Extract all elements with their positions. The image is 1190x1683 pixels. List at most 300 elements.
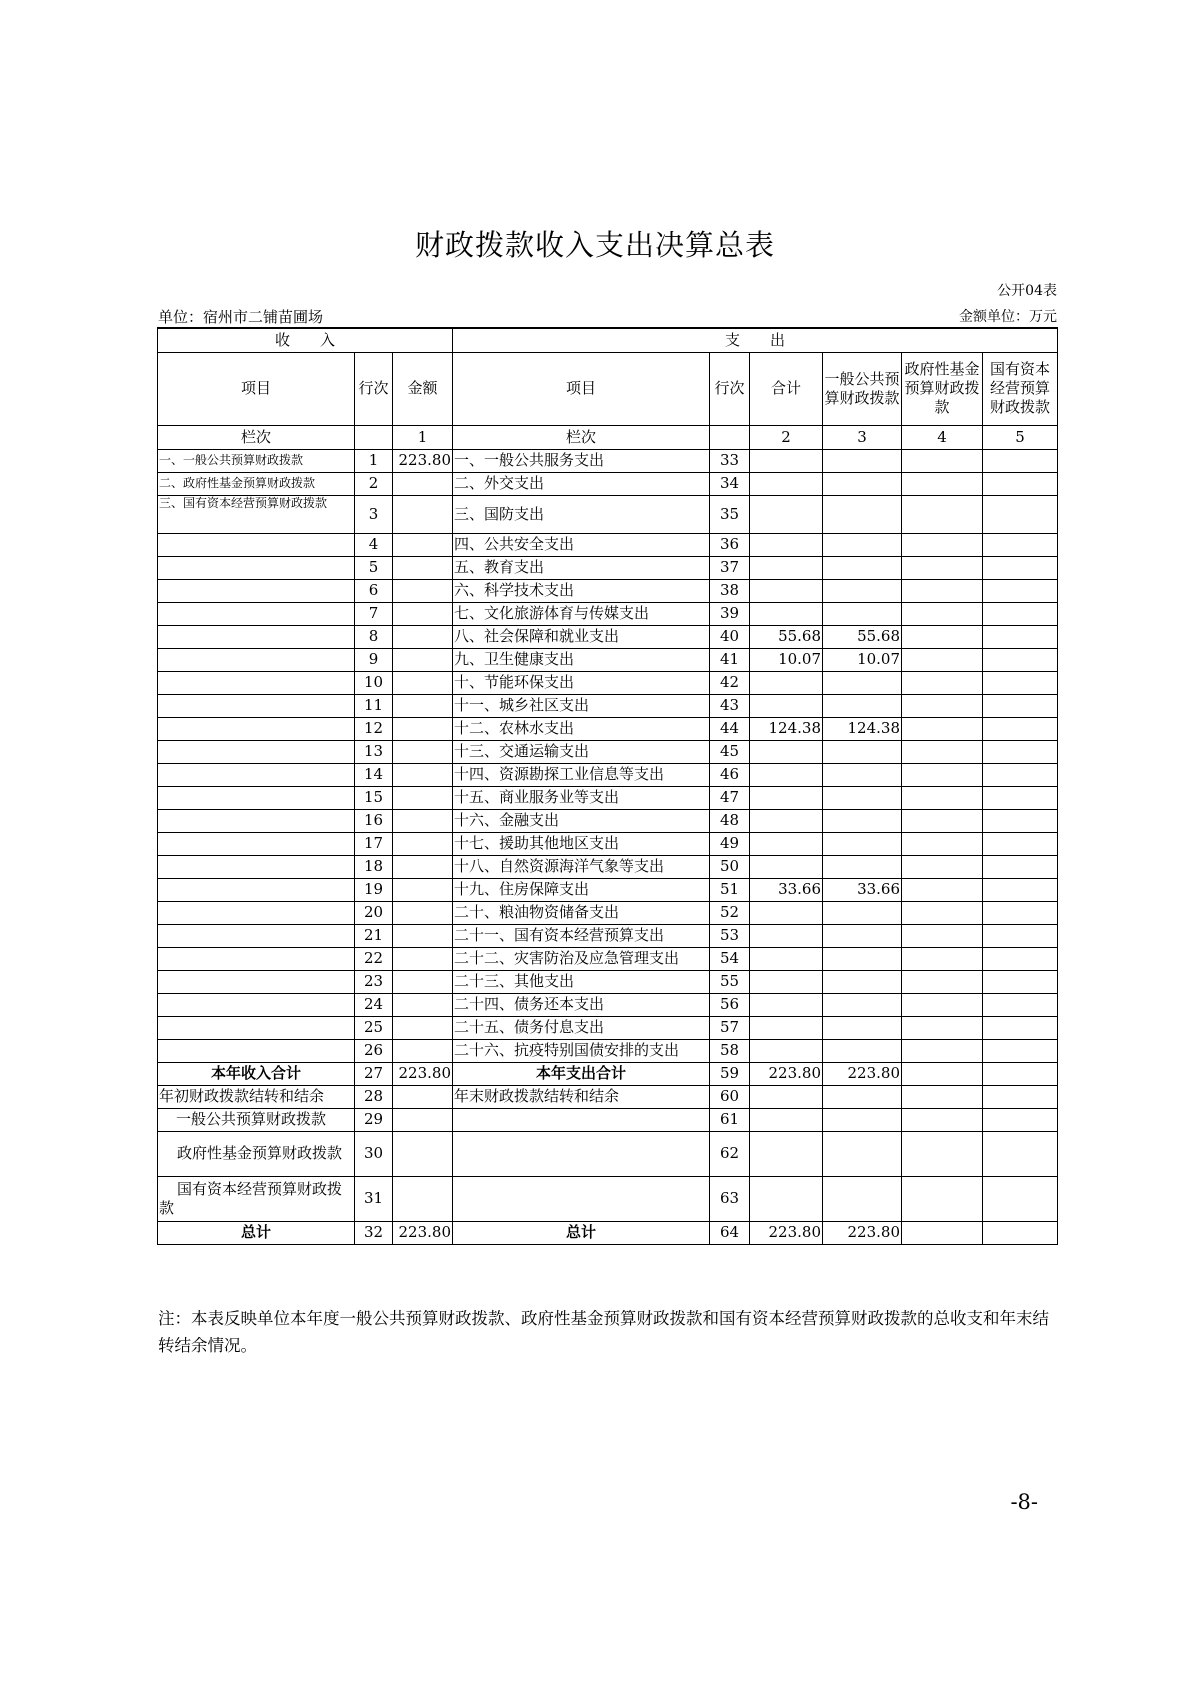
total-cell bbox=[750, 1131, 823, 1176]
state-capital-cell bbox=[983, 472, 1058, 495]
total-cell: 55.68 bbox=[750, 625, 823, 648]
general-budget-cell bbox=[823, 602, 902, 625]
income-item-cell bbox=[158, 556, 355, 579]
state-capital-cell bbox=[983, 449, 1058, 472]
table-row bbox=[158, 1085, 1058, 1108]
empty-cell bbox=[710, 425, 750, 449]
income-amount-cell bbox=[393, 671, 453, 694]
expense-item-cell: 十、节能环保支出 bbox=[453, 671, 710, 694]
income-line-cell: 24 bbox=[355, 993, 393, 1016]
total-cell: 223.80 bbox=[750, 1062, 823, 1085]
table-row bbox=[158, 717, 1058, 740]
income-amount-cell bbox=[393, 993, 453, 1016]
state-capital-header: 国有资本经营预算财政拨款 bbox=[983, 352, 1058, 425]
general-budget-cell bbox=[823, 671, 902, 694]
income-item-cell bbox=[158, 970, 355, 993]
fund-budget-cell bbox=[902, 1108, 983, 1131]
section-header-row bbox=[158, 328, 1058, 352]
state-capital-cell bbox=[983, 763, 1058, 786]
expense-item-cell: 一、一般公共服务支出 bbox=[453, 449, 710, 472]
fund-budget-cell bbox=[902, 1085, 983, 1108]
state-capital-cell bbox=[983, 1131, 1058, 1176]
table-row bbox=[158, 786, 1058, 809]
total-cell bbox=[750, 694, 823, 717]
income-item-cell bbox=[158, 579, 355, 602]
income-item-cell bbox=[158, 855, 355, 878]
expense-item-cell: 十一、城乡社区支出 bbox=[453, 694, 710, 717]
general-budget-cell bbox=[823, 1016, 902, 1039]
col-number-4: 4 bbox=[902, 425, 983, 449]
table-row bbox=[158, 1176, 1058, 1221]
general-budget-cell: 10.07 bbox=[823, 648, 902, 671]
income-amount-header: 金额 bbox=[393, 352, 453, 425]
state-capital-cell bbox=[983, 579, 1058, 602]
table-row bbox=[158, 740, 1058, 763]
expense-line-cell: 34 bbox=[710, 472, 750, 495]
expense-line-cell: 64 bbox=[710, 1221, 750, 1244]
income-item-cell bbox=[158, 786, 355, 809]
total-cell bbox=[750, 1108, 823, 1131]
total-cell bbox=[750, 832, 823, 855]
income-amount-cell bbox=[393, 533, 453, 556]
table-row bbox=[158, 1108, 1058, 1131]
expense-item-cell: 年末财政拨款结转和结余 bbox=[453, 1085, 710, 1108]
general-budget-cell bbox=[823, 533, 902, 556]
income-line-cell: 25 bbox=[355, 1016, 393, 1039]
total-cell bbox=[750, 556, 823, 579]
total-cell bbox=[750, 1016, 823, 1039]
total-cell bbox=[750, 449, 823, 472]
income-amount-cell bbox=[393, 1108, 453, 1131]
fund-budget-cell bbox=[902, 832, 983, 855]
expense-line-cell: 43 bbox=[710, 694, 750, 717]
general-budget-cell: 124.38 bbox=[823, 717, 902, 740]
fund-budget-cell bbox=[902, 740, 983, 763]
table-row bbox=[158, 533, 1058, 556]
state-capital-cell bbox=[983, 602, 1058, 625]
total-cell bbox=[750, 993, 823, 1016]
income-amount-cell bbox=[393, 648, 453, 671]
income-line-cell: 1 bbox=[355, 449, 393, 472]
income-line-header: 行次 bbox=[355, 352, 393, 425]
fund-budget-cell bbox=[902, 648, 983, 671]
expense-line-cell: 52 bbox=[710, 901, 750, 924]
income-amount-cell: 223.80 bbox=[393, 1221, 453, 1244]
state-capital-cell bbox=[983, 1039, 1058, 1062]
expense-item-cell: 五、教育支出 bbox=[453, 556, 710, 579]
state-capital-cell bbox=[983, 947, 1058, 970]
state-capital-cell bbox=[983, 1221, 1058, 1244]
income-amount-cell bbox=[393, 832, 453, 855]
income-amount-cell bbox=[393, 1085, 453, 1108]
table-row bbox=[158, 947, 1058, 970]
table-row bbox=[158, 924, 1058, 947]
general-budget-cell bbox=[823, 1131, 902, 1176]
income-amount-cell bbox=[393, 878, 453, 901]
fund-budget-cell bbox=[902, 495, 983, 533]
income-amount-cell bbox=[393, 924, 453, 947]
fund-budget-cell bbox=[902, 970, 983, 993]
income-line-cell: 8 bbox=[355, 625, 393, 648]
expense-line-cell: 41 bbox=[710, 648, 750, 671]
expense-line-cell: 38 bbox=[710, 579, 750, 602]
table-row bbox=[158, 1062, 1058, 1085]
expense-item-cell: 十八、自然资源海洋气象等支出 bbox=[453, 855, 710, 878]
unit-name: 单位：宿州市二铺苗圃场 bbox=[158, 308, 324, 326]
income-line-cell: 27 bbox=[355, 1062, 393, 1085]
table-row bbox=[158, 970, 1058, 993]
budget-table bbox=[157, 327, 1058, 1245]
fund-budget-cell bbox=[902, 556, 983, 579]
table-row bbox=[158, 579, 1058, 602]
fund-budget-cell bbox=[902, 1221, 983, 1244]
total-cell bbox=[750, 740, 823, 763]
state-capital-cell bbox=[983, 786, 1058, 809]
state-capital-cell bbox=[983, 740, 1058, 763]
fund-budget-cell bbox=[902, 786, 983, 809]
total-cell bbox=[750, 855, 823, 878]
state-capital-cell bbox=[983, 832, 1058, 855]
fund-budget-cell bbox=[902, 993, 983, 1016]
general-budget-cell bbox=[823, 947, 902, 970]
expense-line-cell: 56 bbox=[710, 993, 750, 1016]
state-capital-cell bbox=[983, 1108, 1058, 1131]
expense-line-header: 行次 bbox=[710, 352, 750, 425]
income-amount-cell bbox=[393, 472, 453, 495]
general-budget-cell: 33.66 bbox=[823, 878, 902, 901]
income-item-cell bbox=[158, 717, 355, 740]
expense-column-label: 栏次 bbox=[453, 425, 710, 449]
expense-item-cell: 本年支出合计 bbox=[453, 1062, 710, 1085]
expense-line-cell: 47 bbox=[710, 786, 750, 809]
table-code: 公开04表 bbox=[997, 283, 1057, 299]
expense-item-cell: 十六、金融支出 bbox=[453, 809, 710, 832]
expense-line-cell: 49 bbox=[710, 832, 750, 855]
table-row bbox=[158, 809, 1058, 832]
income-line-cell: 4 bbox=[355, 533, 393, 556]
income-line-cell: 29 bbox=[355, 1108, 393, 1131]
general-budget-cell bbox=[823, 924, 902, 947]
income-item-cell bbox=[158, 993, 355, 1016]
fund-budget-cell bbox=[902, 878, 983, 901]
income-line-cell: 16 bbox=[355, 809, 393, 832]
column-header-row bbox=[158, 352, 1058, 425]
expense-line-cell: 53 bbox=[710, 924, 750, 947]
fund-budget-cell bbox=[902, 763, 983, 786]
income-line-cell: 6 bbox=[355, 579, 393, 602]
table-row bbox=[158, 648, 1058, 671]
column-number-row bbox=[158, 425, 1058, 449]
expense-line-cell: 40 bbox=[710, 625, 750, 648]
income-item-cell bbox=[158, 832, 355, 855]
total-cell: 124.38 bbox=[750, 717, 823, 740]
income-amount-cell bbox=[393, 763, 453, 786]
income-line-cell: 15 bbox=[355, 786, 393, 809]
income-amount-cell bbox=[393, 1039, 453, 1062]
income-amount-cell: 223.80 bbox=[393, 1062, 453, 1085]
total-cell bbox=[750, 786, 823, 809]
expense-line-cell: 60 bbox=[710, 1085, 750, 1108]
expense-line-cell: 55 bbox=[710, 970, 750, 993]
table-row bbox=[158, 1221, 1058, 1244]
income-item-cell bbox=[158, 671, 355, 694]
income-amount-cell bbox=[393, 579, 453, 602]
expense-item-cell bbox=[453, 1176, 710, 1221]
fund-budget-cell bbox=[902, 947, 983, 970]
state-capital-cell bbox=[983, 878, 1058, 901]
fund-budget-cell bbox=[902, 1062, 983, 1085]
state-capital-cell bbox=[983, 924, 1058, 947]
state-capital-cell bbox=[983, 855, 1058, 878]
general-budget-cell bbox=[823, 970, 902, 993]
total-cell bbox=[750, 1039, 823, 1062]
expense-item-cell: 八、社会保障和就业支出 bbox=[453, 625, 710, 648]
general-budget-cell bbox=[823, 1039, 902, 1062]
income-line-cell: 31 bbox=[355, 1176, 393, 1221]
table-row bbox=[158, 472, 1058, 495]
state-capital-cell bbox=[983, 533, 1058, 556]
fund-budget-cell bbox=[902, 1176, 983, 1221]
expense-item-cell: 二十四、债务还本支出 bbox=[453, 993, 710, 1016]
expense-item-cell: 二十五、债务付息支出 bbox=[453, 1016, 710, 1039]
total-cell bbox=[750, 579, 823, 602]
total-cell bbox=[750, 901, 823, 924]
expense-item-header: 项目 bbox=[453, 352, 710, 425]
income-line-cell: 21 bbox=[355, 924, 393, 947]
general-budget-header: 一般公共预算财政拨款 bbox=[823, 352, 902, 425]
total-cell: 33.66 bbox=[750, 878, 823, 901]
income-item-cell bbox=[158, 625, 355, 648]
table-row bbox=[158, 1039, 1058, 1062]
table-note: 注：本表反映单位本年度一般公共预算财政拨款、政府性基金预算财政拨款和国有资本经营预算财政拨款的总收支和年末结转结余情况。 bbox=[158, 1309, 1049, 1356]
table-row bbox=[158, 449, 1058, 472]
expense-item-cell: 二、外交支出 bbox=[453, 472, 710, 495]
expense-line-cell: 58 bbox=[710, 1039, 750, 1062]
fund-budget-cell bbox=[902, 449, 983, 472]
state-capital-cell bbox=[983, 694, 1058, 717]
income-line-cell: 7 bbox=[355, 602, 393, 625]
state-capital-cell bbox=[983, 671, 1058, 694]
expense-item-cell: 七、文化旅游体育与传媒支出 bbox=[453, 602, 710, 625]
state-capital-cell bbox=[983, 1016, 1058, 1039]
income-amount-cell bbox=[393, 1016, 453, 1039]
table-row bbox=[158, 602, 1058, 625]
general-budget-cell bbox=[823, 1176, 902, 1221]
income-line-cell: 19 bbox=[355, 878, 393, 901]
fund-budget-cell bbox=[902, 625, 983, 648]
income-amount-cell bbox=[393, 901, 453, 924]
total-cell bbox=[750, 970, 823, 993]
expense-line-cell: 63 bbox=[710, 1176, 750, 1221]
general-budget-cell bbox=[823, 832, 902, 855]
page-number: -8- bbox=[1010, 1490, 1038, 1514]
total-cell bbox=[750, 495, 823, 533]
total-cell bbox=[750, 1085, 823, 1108]
total-cell bbox=[750, 1176, 823, 1221]
income-line-cell: 32 bbox=[355, 1221, 393, 1244]
income-amount-cell bbox=[393, 947, 453, 970]
income-item-cell: 三、国有资本经营预算财政拨款 bbox=[158, 495, 355, 533]
income-item-cell: 本年收入合计 bbox=[158, 1062, 355, 1085]
total-cell bbox=[750, 671, 823, 694]
expense-item-cell: 十四、资源勘探工业信息等支出 bbox=[453, 763, 710, 786]
income-item-cell bbox=[158, 1039, 355, 1062]
income-line-cell: 23 bbox=[355, 970, 393, 993]
income-amount-cell bbox=[393, 1131, 453, 1176]
income-item-cell bbox=[158, 740, 355, 763]
expense-line-cell: 62 bbox=[710, 1131, 750, 1176]
total-cell bbox=[750, 763, 823, 786]
expense-line-cell: 50 bbox=[710, 855, 750, 878]
fund-budget-cell bbox=[902, 1131, 983, 1176]
total-cell bbox=[750, 809, 823, 832]
expense-section-header: 支 出 bbox=[453, 328, 1058, 352]
income-amount-cell bbox=[393, 625, 453, 648]
income-line-cell: 5 bbox=[355, 556, 393, 579]
col-number-1: 1 bbox=[393, 425, 453, 449]
income-amount-cell bbox=[393, 717, 453, 740]
expense-line-cell: 37 bbox=[710, 556, 750, 579]
income-line-cell: 20 bbox=[355, 901, 393, 924]
expense-item-cell: 总计 bbox=[453, 1221, 710, 1244]
income-amount-cell bbox=[393, 809, 453, 832]
col-number-3: 3 bbox=[823, 425, 902, 449]
table-row bbox=[158, 694, 1058, 717]
income-amount-cell bbox=[393, 556, 453, 579]
total-cell bbox=[750, 472, 823, 495]
fund-budget-cell bbox=[902, 717, 983, 740]
state-capital-cell bbox=[983, 625, 1058, 648]
general-budget-cell bbox=[823, 556, 902, 579]
general-budget-cell bbox=[823, 993, 902, 1016]
expense-item-cell: 十七、援助其他地区支出 bbox=[453, 832, 710, 855]
total-header: 合计 bbox=[750, 352, 823, 425]
income-item-cell bbox=[158, 924, 355, 947]
expense-line-cell: 33 bbox=[710, 449, 750, 472]
fund-budget-cell bbox=[902, 1016, 983, 1039]
fund-budget-cell bbox=[902, 924, 983, 947]
income-amount-cell bbox=[393, 970, 453, 993]
table-row bbox=[158, 1131, 1058, 1176]
state-capital-cell bbox=[983, 993, 1058, 1016]
expense-line-cell: 45 bbox=[710, 740, 750, 763]
general-budget-cell: 55.68 bbox=[823, 625, 902, 648]
expense-line-cell: 57 bbox=[710, 1016, 750, 1039]
expense-item-cell: 四、公共安全支出 bbox=[453, 533, 710, 556]
income-item-cell: 二、政府性基金预算财政拨款 bbox=[158, 472, 355, 495]
general-budget-cell bbox=[823, 855, 902, 878]
fund-budget-cell bbox=[902, 901, 983, 924]
expense-item-cell: 三、国防支出 bbox=[453, 495, 710, 533]
income-line-cell: 13 bbox=[355, 740, 393, 763]
general-budget-cell bbox=[823, 763, 902, 786]
general-budget-cell bbox=[823, 786, 902, 809]
col-number-2: 2 bbox=[750, 425, 823, 449]
money-unit: 金额单位：万元 bbox=[959, 309, 1057, 325]
expense-item-cell: 十二、农林水支出 bbox=[453, 717, 710, 740]
expense-item-cell bbox=[453, 1108, 710, 1131]
table-row bbox=[158, 625, 1058, 648]
general-budget-cell bbox=[823, 809, 902, 832]
total-cell bbox=[750, 602, 823, 625]
table-row bbox=[158, 556, 1058, 579]
income-line-cell: 10 bbox=[355, 671, 393, 694]
income-line-cell: 30 bbox=[355, 1131, 393, 1176]
expense-line-cell: 36 bbox=[710, 533, 750, 556]
expense-item-cell: 二十二、灾害防治及应急管理支出 bbox=[453, 947, 710, 970]
income-line-cell: 14 bbox=[355, 763, 393, 786]
general-budget-cell bbox=[823, 740, 902, 763]
general-budget-cell bbox=[823, 495, 902, 533]
general-budget-cell: 223.80 bbox=[823, 1062, 902, 1085]
state-capital-cell bbox=[983, 556, 1058, 579]
col-number-5: 5 bbox=[983, 425, 1058, 449]
fund-budget-cell bbox=[902, 694, 983, 717]
income-line-cell: 22 bbox=[355, 947, 393, 970]
expense-item-cell bbox=[453, 1131, 710, 1176]
income-amount-cell bbox=[393, 1176, 453, 1221]
income-item-cell bbox=[158, 947, 355, 970]
expense-item-cell: 二十、粮油物资储备支出 bbox=[453, 901, 710, 924]
expense-line-cell: 54 bbox=[710, 947, 750, 970]
state-capital-cell bbox=[983, 809, 1058, 832]
table-row bbox=[158, 1016, 1058, 1039]
income-amount-cell bbox=[393, 855, 453, 878]
expense-line-cell: 59 bbox=[710, 1062, 750, 1085]
income-item-cell bbox=[158, 809, 355, 832]
table-row bbox=[158, 495, 1058, 533]
income-amount-cell bbox=[393, 786, 453, 809]
total-cell bbox=[750, 924, 823, 947]
table-row bbox=[158, 878, 1058, 901]
income-item-cell bbox=[158, 694, 355, 717]
general-budget-cell bbox=[823, 1108, 902, 1131]
page-title: 财政拨款收入支出决算总表 bbox=[414, 228, 775, 262]
general-budget-cell: 223.80 bbox=[823, 1221, 902, 1244]
income-line-cell: 3 bbox=[355, 495, 393, 533]
fund-budget-cell bbox=[902, 1039, 983, 1062]
expense-item-cell: 九、卫生健康支出 bbox=[453, 648, 710, 671]
income-line-cell: 17 bbox=[355, 832, 393, 855]
income-amount-cell: 223.80 bbox=[393, 449, 453, 472]
state-capital-cell bbox=[983, 1176, 1058, 1221]
expense-item-cell: 十五、商业服务业等支出 bbox=[453, 786, 710, 809]
general-budget-cell bbox=[823, 901, 902, 924]
general-budget-cell bbox=[823, 449, 902, 472]
income-line-cell: 11 bbox=[355, 694, 393, 717]
income-line-cell: 18 bbox=[355, 855, 393, 878]
expense-line-cell: 61 bbox=[710, 1108, 750, 1131]
income-item-cell bbox=[158, 1016, 355, 1039]
income-item-cell: 总计 bbox=[158, 1221, 355, 1244]
expense-line-cell: 46 bbox=[710, 763, 750, 786]
expense-item-cell: 二十一、国有资本经营预算支出 bbox=[453, 924, 710, 947]
income-item-cell bbox=[158, 533, 355, 556]
income-line-cell: 26 bbox=[355, 1039, 393, 1062]
state-capital-cell bbox=[983, 1062, 1058, 1085]
income-section-header: 收 入 bbox=[158, 328, 453, 352]
income-amount-cell bbox=[393, 602, 453, 625]
state-capital-cell bbox=[983, 648, 1058, 671]
state-capital-cell bbox=[983, 970, 1058, 993]
income-item-cell: 年初财政拨款结转和结余 bbox=[158, 1085, 355, 1108]
state-capital-cell bbox=[983, 495, 1058, 533]
expense-line-cell: 42 bbox=[710, 671, 750, 694]
state-capital-cell bbox=[983, 1085, 1058, 1108]
fund-budget-cell bbox=[902, 579, 983, 602]
income-amount-cell bbox=[393, 694, 453, 717]
fund-budget-cell bbox=[902, 602, 983, 625]
